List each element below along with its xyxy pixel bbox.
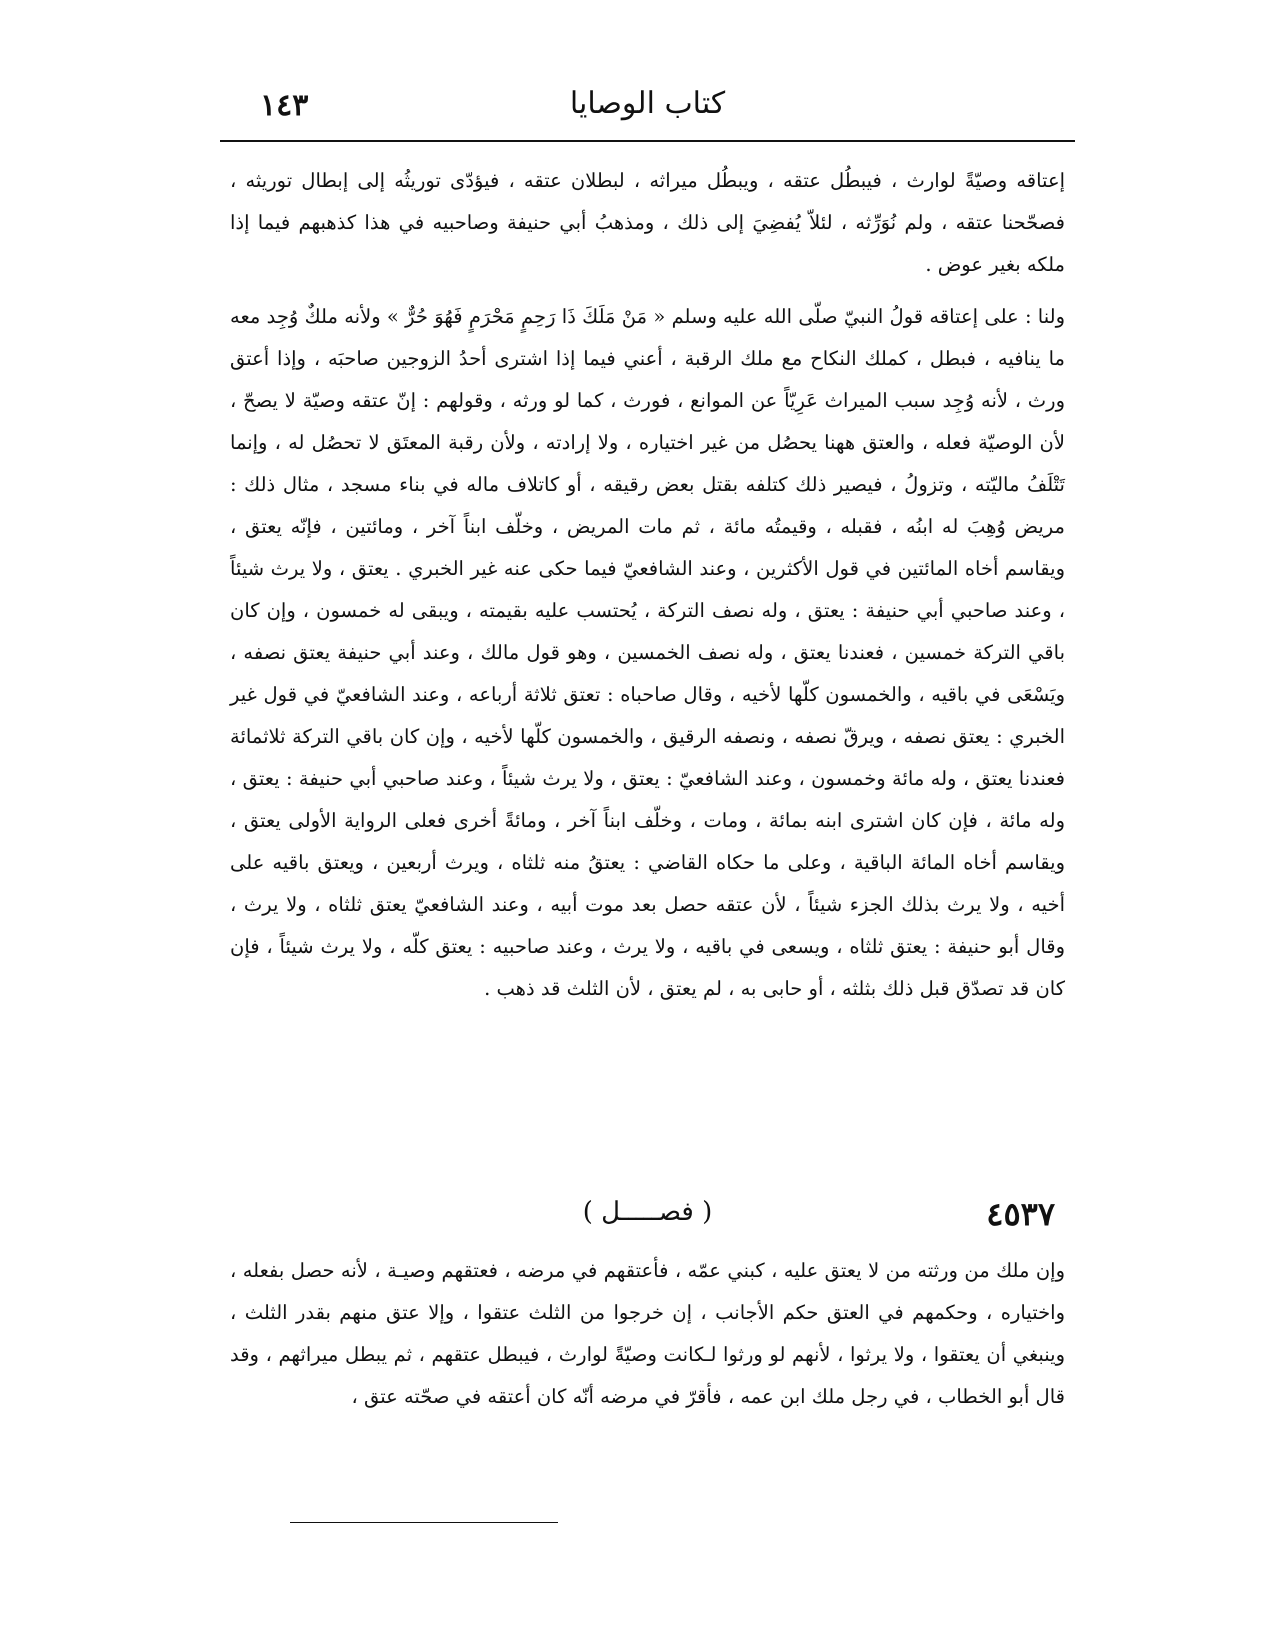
- paragraph: إعتاقه وصيّةً لوارث ، فيبطُل عتقه ، ويبطُل ميراثه ، لبطلان عتقه ، فيؤدّى توريثُه إلى إبطال توريثه ، فصحّحنا عتقه ، ولم نُوَرِّثه ، لئلاّ يُفضِيَ إلى ذلك ، ومذهبُ أبي حنيفة وصاحبيه في هذا كذهبهم فيما إذا ملكه بغير عوض .: [230, 169, 1065, 276]
- page-number: ١٤٣: [260, 88, 309, 123]
- body-text: [230, 160, 1065, 1010]
- paragraph: وإن ملك من ورثته من لا يعتق عليه ، كبني عمّه ، فأعتقهم في مرضه ، فعتقهم وصيـة ، لأنه حصل بفعله ، واختياره ، وحكمهم في العتق حكم الأجانب ، إن خرجوا من الثلث عتقوا ، وإلا عتق منهم بقدر الثلث ، وينبغي أن يعتقوا ، ولا يرثوا ، لأنهم لو ورثوا لـكانت وصيّةً لوارث ، فيبطل عتقهم ، ثم يبطل ميراثهم ، وقد قال أبو الخطاب ، في رجل ملك ابن عمه ، فأقرّ في مرضه أنّه كان أعتقه في صحّته عتق ،: [230, 1259, 1065, 1408]
- running-title: كتاب الوصايا: [569, 86, 726, 121]
- paragraph: ولنا : على إعتاقه قولُ النبيّ صلّى الله عليه وسلم « مَنْ مَلَكَ ذَا رَحِمٍ مَحْرَمٍ فَهُوَ حُرٌّ » ولأنه ملكٌ وُجِد معه ما ينافيه ، فبطل ، كملك النكاح مع ملك الرقبة ، أعني فيما إذا اشترى أحدُ الزوجين صاحبَه ، وإذا أعتق ورث ، لأنه وُجِد سبب الميراث عَرِيّاً عن الموانع ، فورث ، كما لو ورثه ، وقولهم : إنّ عتقه وصيّة لا يصحّ ، لأن الوصيّة فعله ، والعتق ههنا يحصُل من غير اختياره ، ولا إرادته ، ولأن رقبة المعتَق لا تحصُل له ، وإنما تَتْلَفُ ماليّته ، وتزولُ ، فيصير ذلك كتلفه بقتل بعض رقيقه ، أو كاتلاف ماله في بناء مسجد ، مثال ذلك : مريض وُهِبَ له ابنُه ، فقبله ، وقيمتُه مائة ، ثم مات المريض ، وخلّف ابناً آخر ، ومائتين ، فإنّه يعتق ، ويقاسم أخاه المائتين في قول الأكثرين ، وعند الشافعيّ فيما حكى عنه غير الخبري . يعتق ، ولا يرث شيئاً ، وعند صاحبي أبي حنيفة : يعتق ، وله نصف التركة ، يُحتسب عليه بقيمته ، ويبقى له خمسون ، وإن كان باقي التركة خمسين ، فعندنا يعتق ، وله نصف الخمسين ، وهو قول مالك ، وعند أبي حنيفة يعتق نصفه ، ويَسْعَى في باقيه ، والخمسون كلّها لأخيه ، وقال صاحباه : تعتق ثلاثة أرباعه ، وعند الشافعيّ في قول غير الخبري : يعتق نصفه ، ويرقّ نصفه ، ونصفه الرقيق ، والخمسون كلّها لأخيه ، وإن كان باقي التركة ثلاثمائة فعندنا يعتق ، وله مائة وخمسون ، وعند الشافعيّ : يعتق ، ولا يرث شيئاً ، وعند صاحبي أبي حنيفة : يعتق ، وله مائة ، فإن كان اشترى ابنه بمائة ، ومات ، وخلّف ابناً آخر ، ومائةً أخرى فعلى الرواية الأولى يعتق ، ويقاسم أخاه المائة الباقية ، وعلى ما حكاه القاضي : يعتقُ منه ثلثاه ، ويرث أربعين ، ويعتق باقيه على أخيه ، ولا يرث بذلك الجزء شيئاً ، لأن عتقه حصل بعد موت أبيه ، وعند الشافعيّ يعتق ثلثاه ، ولا يرث ، وقال أبو حنيفة : يعتق ثلثاه ، ويسعى في باقيه ، ولا يرث ، وعند صاحبيه : يعتق كلّه ، ولا يرث شيئاً ، فإن كان قد تصدّق قبل ذلك بثلثه ، أو حابى به ، لم يعتق ، لأن الثلث قد ذهب .: [230, 305, 1065, 1000]
- section-number: ٤٥٣٧: [986, 1195, 1055, 1233]
- page-header: [220, 86, 1075, 130]
- section-heading: [230, 1195, 1065, 1239]
- footnote-rule: [290, 1522, 558, 1523]
- header-rule: [220, 140, 1075, 142]
- section-body: [230, 1250, 1065, 1418]
- section-title: ( فصـــــل ): [582, 1197, 713, 1227]
